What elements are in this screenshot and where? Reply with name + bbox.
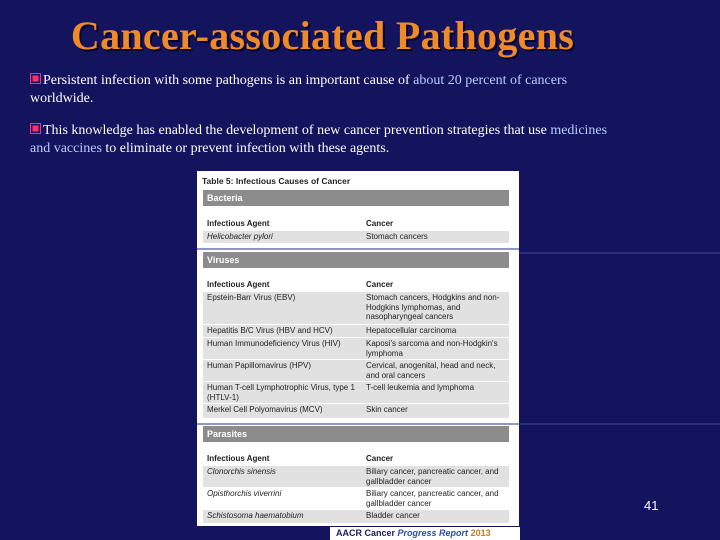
slide-divider-line xyxy=(519,423,720,425)
para2-text: This knowledge has enabled the development of new cancer prevention strategies that use xyxy=(43,123,551,138)
table-row: Epstein-Barr Virus (EBV) Stomach cancers, Hodgkins and non-Hodgkins lymphomas, and nasopharyngeal cancers xyxy=(203,291,509,324)
column-headers: Infectious Agent Cancer xyxy=(207,280,394,289)
checkbox-bullet-icon xyxy=(30,123,41,134)
slide-title: Cancer-associated Pathogens xyxy=(70,13,575,58)
paragraph-pathogen-infection xyxy=(30,72,700,108)
para2-highlight-vaccines: and vaccines xyxy=(30,141,102,156)
col-cancer-header: Cancer xyxy=(366,219,394,228)
para1-text: Persistent infection with some pathogens is an important cause of xyxy=(43,73,414,88)
section-header-bacteria: Bacteria xyxy=(203,190,509,206)
para1-highlight: about 20 percent of cancers xyxy=(413,73,568,88)
para2-text-end: to eliminate or prevent infection with these agents. xyxy=(101,141,390,156)
paragraph-prevention-strategies xyxy=(30,122,700,158)
table-row: Human T-cell Lymphotrophic Virus, type 1 (HTLV-1) T-cell leukemia and lymphoma xyxy=(203,381,509,403)
table-row: Hepatitis B/C Virus (HBV and HCV) Hepatocellular carcinoma xyxy=(203,324,509,337)
slide-divider-line xyxy=(519,252,720,254)
page-number: 41 xyxy=(644,498,659,513)
table-row: Helicobacter pylori Stomach cancers xyxy=(203,230,509,243)
table-title: Table 5: Infectious Causes of Cancer xyxy=(202,176,351,186)
col-agent-header: Infectious Agent xyxy=(207,219,270,228)
table-row: Opisthorchis viverrini Biliary cancer, pancreatic cancer, and gallbladder cancer xyxy=(203,487,509,509)
column-headers xyxy=(203,218,509,230)
footer-progress: Progress Report xyxy=(397,528,469,538)
section-header-parasites: Parasites xyxy=(203,426,509,442)
checkbox-bullet-icon xyxy=(30,73,41,84)
para1-text-end: worldwide. xyxy=(30,91,94,106)
footer-year: 2013 xyxy=(470,528,491,538)
divider xyxy=(197,248,519,250)
table-row: Human Papillomavirus (HPV) Cervical, anogenital, head and neck, and oral cancers xyxy=(203,359,509,381)
table-row: Clonorchis sinensis Biliary cancer, pancreatic cancer, and gallbladder cancer xyxy=(203,465,509,487)
table-row: Merkel Cell Polyomavirus (MCV) Skin cancer xyxy=(203,403,509,418)
table-row: Human Immunodeficiency Virus (HIV) Kaposi's sarcoma and non-Hodgkin's lymphoma xyxy=(203,337,509,359)
infectious-causes-table xyxy=(197,171,519,526)
report-footer xyxy=(330,527,520,540)
section-header-viruses: Viruses xyxy=(203,252,509,268)
column-headers: Infectious Agent Cancer xyxy=(207,454,394,463)
para2-highlight-medicines: medicines xyxy=(550,123,608,138)
footer-aacr: AACR Cancer xyxy=(336,528,398,538)
table-row: Schistosoma haematobium Bladder cancer xyxy=(203,509,509,523)
divider xyxy=(197,423,519,425)
